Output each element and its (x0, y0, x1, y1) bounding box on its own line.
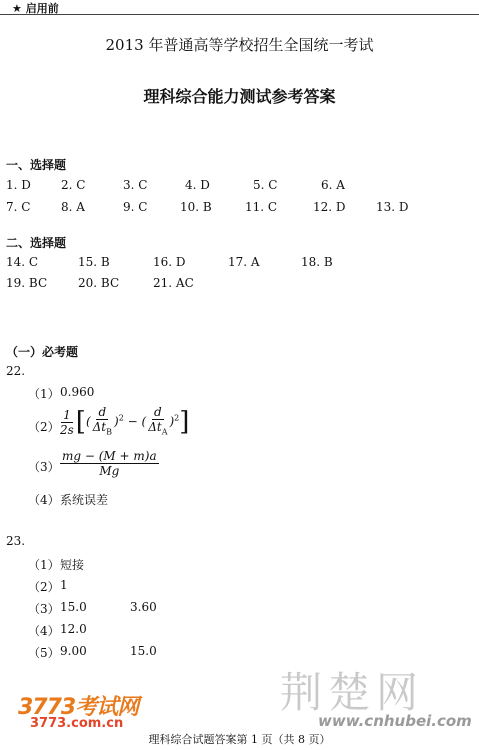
page-footer: 理科综合试题答案第 1 页（共 8 页） (148, 733, 331, 746)
q23-item-value: 短接 (60, 558, 85, 572)
answer-item: 14. C (6, 255, 39, 269)
q23-item-label: （5） (28, 646, 60, 660)
answer-item: 13. D (376, 200, 409, 214)
q22-part2-formula: $\frac{1}{2s}$ [( $\frac{d}{\Delta t_B}$ )$^2$ − ( $\frac{d}{\Delta t_A}$ )$^2$] (60, 405, 190, 438)
q23-item-label: （2） (28, 580, 60, 594)
answer-item: 20. BC (78, 276, 120, 290)
answer-item: 1. D (6, 178, 31, 192)
answer-item: 12. D (313, 200, 346, 214)
q22-part2-label: （2） (28, 420, 60, 434)
q23-item-label: （1） (28, 558, 60, 572)
q22-part1-value: 0.960 (60, 385, 95, 399)
q22-part4-label: （4） (28, 493, 60, 507)
answer-item: 3. C (123, 178, 148, 192)
answer-title: 理科综合能力测试参考答案 (143, 87, 336, 106)
answer-item: 7. C (6, 200, 31, 214)
answer-item: 16. D (153, 255, 186, 269)
question-22-number: 22. (6, 364, 26, 378)
3773-url: 3773.com.cn (30, 716, 124, 731)
q23-item-extra: 15.0 (130, 644, 157, 658)
q23-item-extra: 3.60 (130, 600, 157, 614)
q22-part3-label: （3） (28, 460, 60, 474)
q23-item-value: 12.0 (60, 622, 87, 636)
answer-item: 15. B (78, 255, 110, 269)
q23-item-value: 1 (60, 578, 68, 592)
confidential-marker: ★ 启用前 (12, 2, 59, 15)
q23-item-label: （3） (28, 602, 60, 616)
q22-part4-value: 系统误差 (60, 493, 109, 507)
cnhubei-logo: 荆楚网 (280, 668, 425, 717)
section2-heading: 二、选择题 (6, 236, 67, 250)
section3-heading: （一）必考题 (6, 345, 79, 359)
q23-item-label: （4） (28, 624, 60, 638)
q22-part3-formula: $\frac{mg - (M + m)a}{Mg}$ (62, 449, 157, 478)
answer-item: 19. BC (6, 276, 48, 290)
answer-item: 8. A (61, 200, 85, 214)
q23-item-value: 9.00 (60, 644, 87, 658)
q22-part1-label: （1） (28, 387, 60, 401)
answer-item: 18. B (301, 255, 333, 269)
section1-heading: 一、选择题 (6, 158, 67, 172)
answer-item: 6. A (321, 178, 345, 192)
answer-item: 21. AC (153, 276, 194, 290)
answer-item: 11. C (245, 200, 278, 214)
answer-item: 17. A (228, 255, 260, 269)
cnhubei-url: www.cnhubei.com (318, 712, 472, 730)
question-23-number: 23. (6, 534, 26, 548)
answer-item: 4. D (185, 178, 210, 192)
answer-item: 9. C (123, 200, 148, 214)
q23-item-value: 15.0 (60, 600, 87, 614)
header-rule (0, 0, 479, 15)
3773-logo: 3773考试网 (18, 695, 139, 720)
exam-title: 2013 年普通高等学校招生全国统一考试 (105, 36, 374, 54)
answer-item: 5. C (253, 178, 278, 192)
answer-item: 10. B (180, 200, 212, 214)
answer-item: 2. C (61, 178, 86, 192)
